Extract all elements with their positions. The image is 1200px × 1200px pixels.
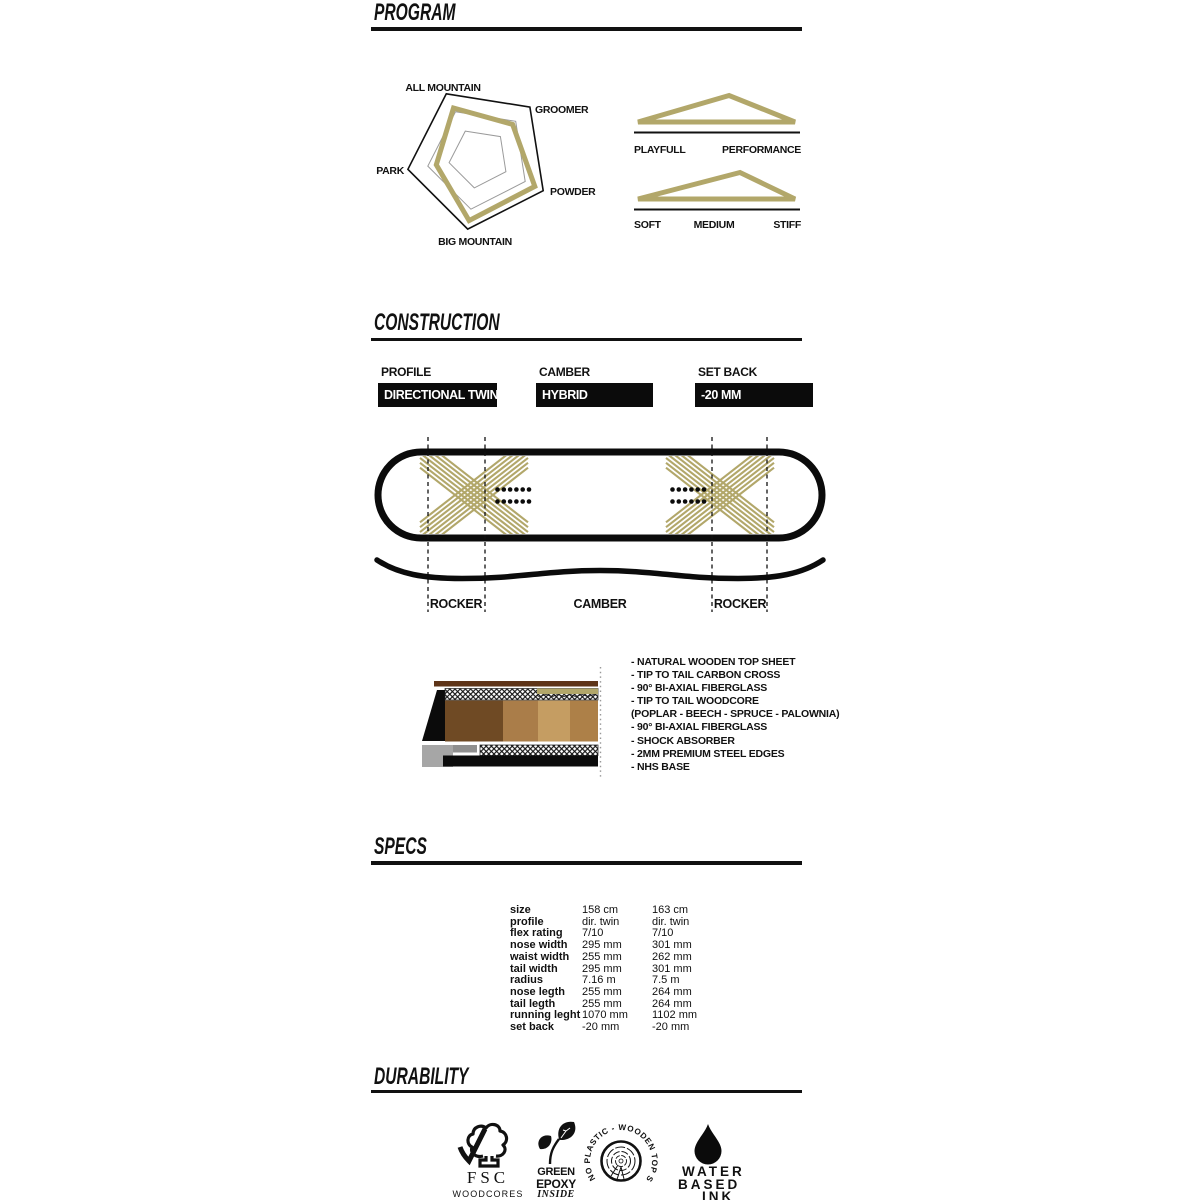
zone-label-rocker-right: ROCKER [713,597,767,611]
insert-dot [670,487,675,492]
construction-section-title: CONSTRUCTION [374,309,500,336]
specs-row [510,987,722,999]
insert-dot [508,487,513,492]
spec-value-163: -20 mm [652,1021,690,1034]
insert-dot [508,499,513,504]
durability-rule [371,1090,802,1094]
spec-value-163: 264 mm [652,997,692,1010]
insert-dot [683,487,688,492]
program-radar-chart [370,75,610,255]
spec-value-163: 301 mm [652,939,692,952]
water-based-ink-badge [678,1122,756,1200]
spec-label: set back [510,1021,555,1034]
green-epoxy-badge [532,1120,580,1200]
insert-dot [514,487,519,492]
triangle-gauge-shape [638,96,795,123]
specs-table [510,905,722,1034]
specs-row [510,952,722,964]
material-item: - TIP TO TAIL CARBON CROSS [631,669,781,682]
insert-dot [677,487,682,492]
spec-label: running leght [510,1009,581,1022]
woodcore-layer [445,701,598,742]
spec-value-163: 301 mm [652,962,692,975]
material-item: - NHS BASE [631,760,690,773]
insert-dot [689,487,694,492]
material-item: - 90° BI-AXIAL FIBERGLASS [631,682,768,695]
specs-row [510,905,722,917]
specs-row [510,1022,722,1034]
wooden-top-sheet-stamp-icon [577,1114,661,1200]
radar-axis-label: ALL MOUNTAIN [405,82,481,94]
insert-dot [502,487,507,492]
insert-dot [683,499,688,504]
insert-dot [695,499,700,504]
material-item: - NATURAL WOODEN TOP SHEET [631,656,796,668]
program-rule [371,27,802,31]
radar-axis-label: POWDER [550,186,596,198]
spec-value-158: 7.16 m [582,974,616,987]
program-section-title: PROGRAM [374,0,456,26]
fsc-label: FSC [466,1168,510,1187]
material-item: - SHOCK ABSORBER [631,734,735,747]
insert-dot [695,487,700,492]
spec-label: radius [510,974,544,987]
shock-absorber-layer-2 [453,745,477,753]
board-profile-diagram [368,430,832,620]
radar-axis-label: BIG MOUNTAIN [438,236,512,248]
insert-dot [689,499,694,504]
spec-value-163: 264 mm [652,985,692,998]
spec-value-158: 158 cm [582,904,619,916]
insert-dot [495,487,500,492]
spec-value-158: 255 mm [582,950,622,963]
spec-label: tail legth [510,997,556,1010]
triangle-gauge-label: PLAYFULL [634,144,686,156]
spec-label: nose legth [510,985,566,998]
triangle-gauge-shape [638,173,795,200]
insert-dot [702,499,707,504]
durability-section-title: DURABILITY [374,1063,469,1090]
camber-field-value: HYBRID [536,383,653,407]
construction-layers-diagram [415,655,615,785]
water-ink-line2: BASED [678,1176,741,1192]
green-epoxy-line2: EPOXY [536,1177,576,1191]
spec-label: profile [510,915,544,928]
material-item: - TIP TO TAIL WOODCORE [631,695,759,708]
materials-list [631,656,839,774]
spec-value-163: dir. twin [652,915,690,928]
construction-rule [371,338,802,342]
profile-field-value: DIRECTIONAL TWIN [378,383,497,407]
zone-label-camber: CAMBER [573,597,627,611]
triangle-gauge-label: STIFF [773,219,801,231]
specs-section-title: SPECS [374,833,427,860]
svg-text:NO PLASTIC - WOODEN TOP SHEE [578,1114,659,1184]
radar-axis-label: GROOMER [535,104,589,116]
topsheet-layer [434,681,598,687]
camber-field-label: CAMBER [539,365,590,379]
spec-label: size [510,904,531,916]
insert-dot [670,499,675,504]
fiberglass-layer-bottom [480,745,598,756]
setback-field-label: SET BACK [698,365,757,379]
water-ink-line3: INK [702,1189,735,1200]
profile-field-label: PROFILE [381,365,431,379]
fsc-sublabel: WOODCORES [452,1189,524,1199]
carbon-strip-layer [537,689,598,695]
triangle-gauge-label: SOFT [634,219,661,231]
insert-dot [520,499,525,504]
fsc-woodcores-badge [452,1120,524,1200]
spec-value-163: 262 mm [652,950,692,963]
specs-rule [371,861,802,865]
spec-value-158: 1070 mm [582,1009,628,1022]
spec-label: waist width [510,950,570,963]
triangle-gauge-label: MEDIUM [693,219,735,231]
spec-value-163: 1102 mm [652,1009,698,1022]
zone-label-rocker-left: ROCKER [429,597,483,611]
spec-value-158: 255 mm [582,985,622,998]
camber-side-profile [377,560,823,579]
spec-value-158: 295 mm [582,939,622,952]
green-epoxy-line1: GREEN [537,1166,575,1178]
water-drop-icon [678,1122,738,1166]
insert-dot [702,487,707,492]
spec-value-163: 163 cm [652,904,689,916]
radar-gridline [449,131,506,188]
spec-value-158: dir. twin [582,915,620,928]
spec-value-163: 7/10 [652,927,674,940]
green-epoxy-line3: INSIDE [537,1189,575,1200]
insert-dot [527,487,532,492]
program-triangle-gauges [625,85,810,235]
spec-value-158: 7/10 [582,927,604,940]
base-layer [443,756,598,767]
stamp-circle-text: NO PLASTIC - WOODEN TOP SHEET - [577,1114,660,1184]
radar-axis-label: PARK [376,165,404,177]
material-item: - 2MM PREMIUM STEEL EDGES [631,747,785,760]
spec-label: flex rating [510,927,563,940]
water-ink-line1: WATER [682,1164,745,1179]
spec-value-158: -20 mm [582,1021,620,1034]
setback-field-value: -20 MM [695,383,813,407]
spec-value-158: 255 mm [582,997,622,1010]
insert-dot [514,499,519,504]
leaf-sprout-icon [532,1120,580,1165]
spec-label: nose width [510,939,568,952]
insert-dot [527,499,532,504]
spec-value-158: 295 mm [582,962,622,975]
spec-label: tail width [510,962,558,975]
material-item: (POPLAR - BEECH - SPRUCE - PALOWNIA) [631,708,840,721]
board-outline [378,452,822,538]
sidewall-layer [422,690,445,741]
material-item: - 90° BI-AXIAL FIBERGLASS [631,721,768,734]
fsc-tree-icon [452,1120,524,1168]
insert-dot [495,499,500,504]
triangle-gauge-label: PERFORMANCE [722,144,801,156]
insert-dot [520,487,525,492]
insert-dot [502,499,507,504]
insert-dot [677,499,682,504]
spec-value-163: 7.5 m [652,974,680,987]
